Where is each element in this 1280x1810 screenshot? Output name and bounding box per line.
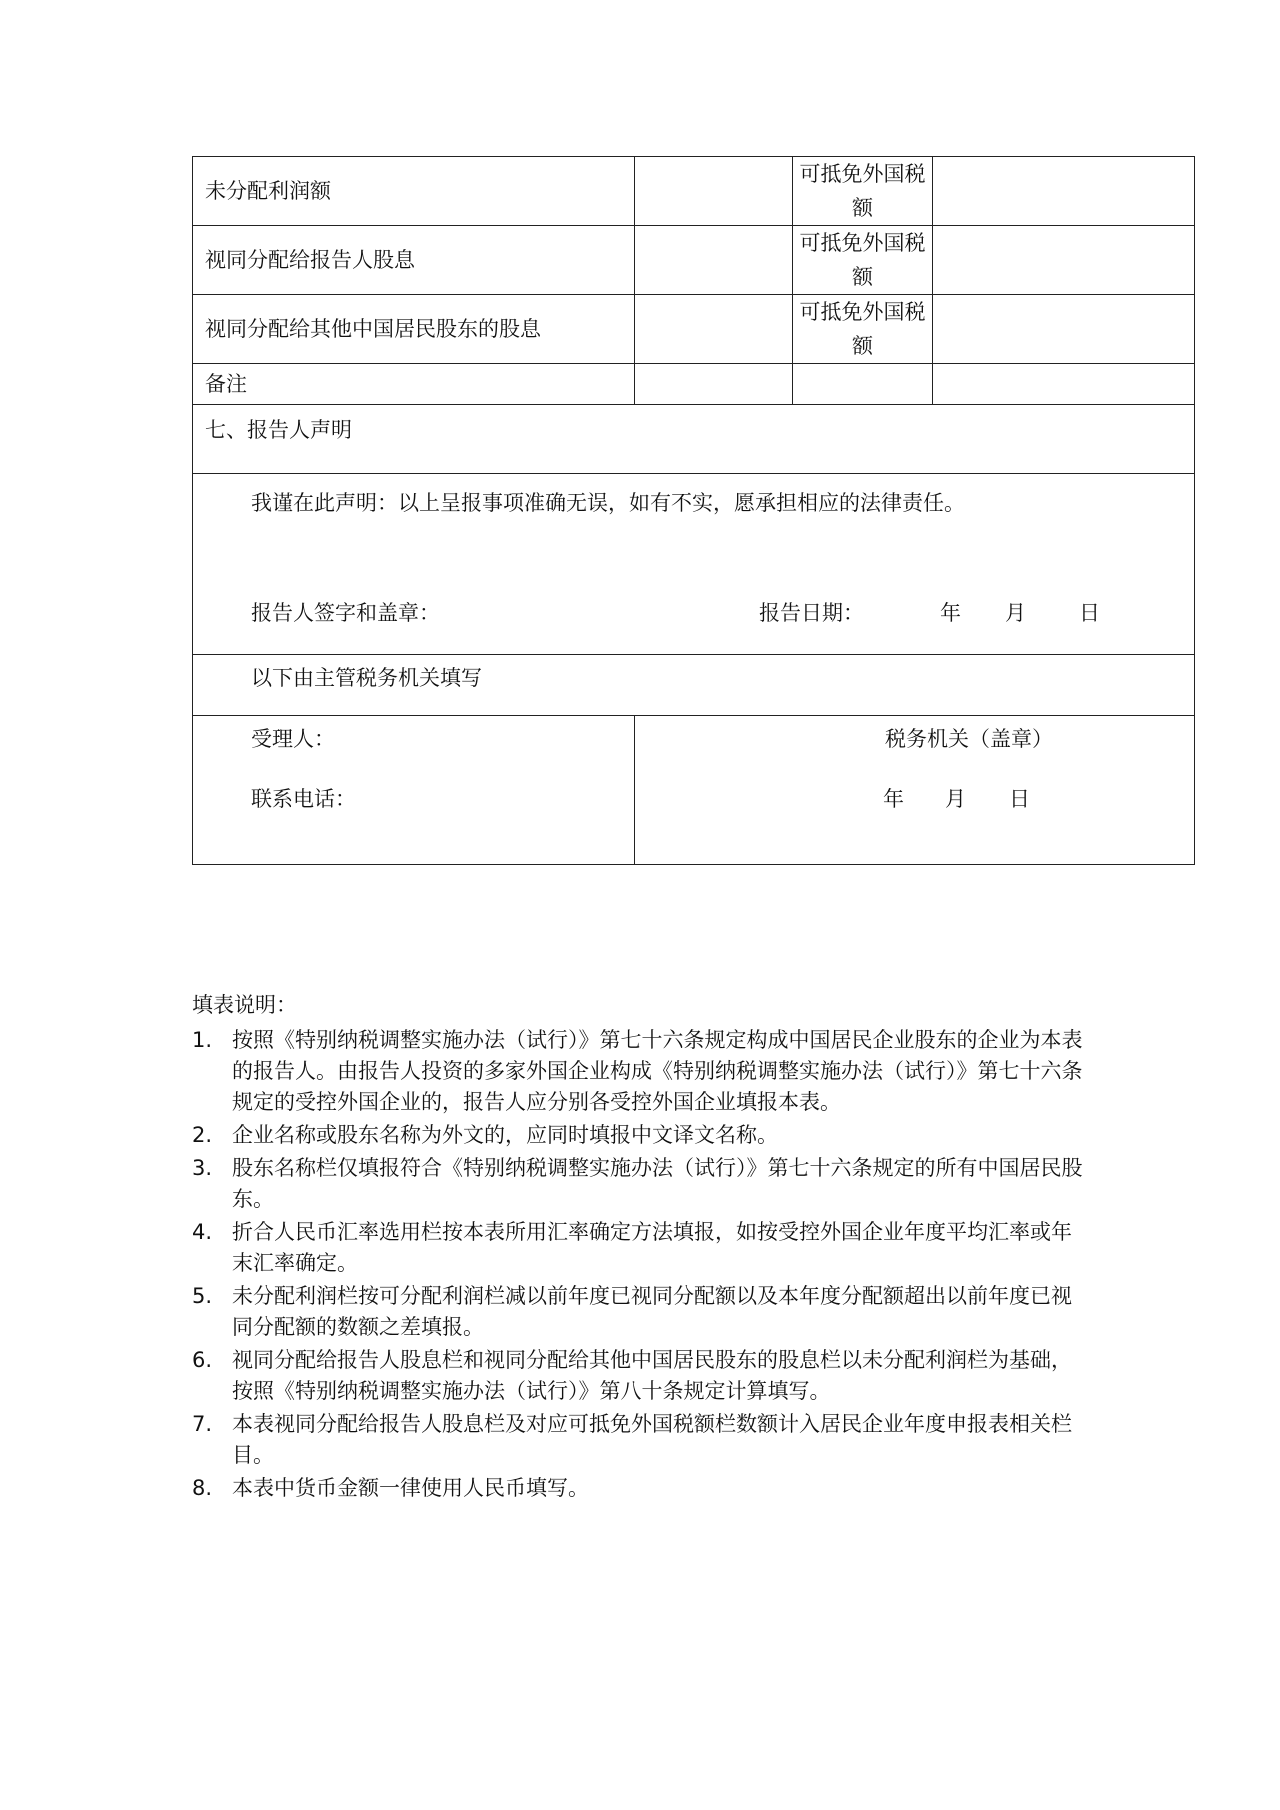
item-number: 4. [192, 1220, 213, 1244]
row-label: 视同分配给报告人股息 [193, 226, 635, 295]
signature-label: 报告人签字和盖章： [251, 601, 440, 625]
row-label: 视同分配给其他中国居民股东的股息 [193, 295, 635, 364]
year-label: 年 [883, 787, 904, 811]
declaration-row [193, 474, 1195, 655]
credit-value-cell[interactable] [933, 226, 1195, 295]
credit-value-cell[interactable] [933, 157, 1195, 226]
item-number: 6. [192, 1348, 213, 1372]
item-number: 8. [192, 1476, 213, 1500]
declaration-cell [193, 474, 1195, 655]
section-title-row [193, 405, 1195, 474]
report-date-label: 报告日期： [759, 601, 864, 625]
section7-title: 七、报告人声明 [193, 405, 1195, 474]
phone-label: 联系电话： [251, 787, 356, 811]
remarks-cell[interactable] [933, 364, 1195, 405]
authority-row [193, 716, 1195, 865]
remarks-cell[interactable] [793, 364, 933, 405]
list-item [192, 1153, 1092, 1215]
credit-value-cell[interactable] [933, 295, 1195, 364]
receiver-cell [193, 716, 635, 865]
remarks-label: 备注 [193, 364, 635, 405]
item-text: 未分配利润栏按可分配利润栏减以前年度已视同分配额以及本年度分配额超出以前年度已视同分配额的数额之差填报。 [232, 1284, 1072, 1339]
item-number: 1. [192, 1028, 213, 1052]
day-label: 日 [1079, 601, 1100, 625]
cfc-report-table [192, 156, 1195, 865]
item-text: 折合人民币汇率选用栏按本表所用汇率确定方法填报，如按受控外国企业年度平均汇率或年末汇率确定。 [232, 1220, 1072, 1275]
authority-header-cell [193, 655, 1195, 716]
item-number: 5. [192, 1284, 213, 1308]
seal-label: 税务机关（盖章） [885, 727, 1053, 751]
table-row [193, 226, 1195, 295]
item-number: 7. [192, 1412, 213, 1436]
list-item [192, 1345, 1092, 1407]
value-cell[interactable] [635, 295, 793, 364]
year-label: 年 [940, 601, 961, 625]
remarks-cell[interactable] [635, 364, 793, 405]
month-label: 月 [1005, 601, 1026, 625]
declaration-text: 我谨在此声明：以上呈报事项准确无误，如有不实，愿承担相应的法律责任。 [251, 491, 965, 515]
value-cell[interactable] [635, 157, 793, 226]
seal-cell [635, 716, 1195, 865]
row-label: 未分配利润额 [193, 157, 635, 226]
table-row [193, 295, 1195, 364]
item-number: 2. [192, 1123, 213, 1147]
day-label: 日 [1009, 787, 1030, 811]
list-item [192, 1409, 1092, 1471]
list-item [192, 1025, 1092, 1118]
item-text: 本表中货币金额一律使用人民币填写。 [232, 1476, 589, 1500]
credit-label: 可抵免外国税额 [793, 226, 933, 295]
table-row [193, 157, 1195, 226]
filling-instructions [192, 990, 1092, 1506]
credit-label: 可抵免外国税额 [793, 157, 933, 226]
list-item [192, 1473, 1092, 1504]
instructions-title: 填表说明： [192, 993, 297, 1017]
list-item [192, 1281, 1092, 1343]
item-text: 企业名称或股东名称为外文的，应同时填报中文译文名称。 [232, 1123, 778, 1147]
authority-header-row [193, 655, 1195, 716]
value-cell[interactable] [635, 226, 793, 295]
item-text: 视同分配给报告人股息栏和视同分配给其他中国居民股东的股息栏以未分配利润栏为基础，按照《特别纳税调整实施办法（试行）》第八十条规定计算填写。 [232, 1348, 1072, 1403]
remarks-row [193, 364, 1195, 405]
list-item [192, 1217, 1092, 1279]
credit-label: 可抵免外国税额 [793, 295, 933, 364]
list-item [192, 1120, 1092, 1151]
item-text: 本表视同分配给报告人股息栏及对应可抵免外国税额栏数额计入居民企业年度申报表相关栏目。 [232, 1412, 1072, 1467]
authority-header: 以下由主管税务机关填写 [251, 666, 482, 690]
month-label: 月 [945, 787, 966, 811]
item-text: 按照《特别纳税调整实施办法（试行）》第七十六条规定构成中国居民企业股东的企业为本表的报告人。由报告人投资的多家外国企业构成《特别纳税调整实施办法（试行）》第七十六条规定的受控外国企业的，报告人应分别各受控外国企业填报本表。 [232, 1028, 1083, 1114]
receiver-label: 受理人： [251, 727, 335, 751]
item-number: 3. [192, 1156, 213, 1180]
item-text: 股东名称栏仅填报符合《特别纳税调整实施办法（试行）》第七十六条规定的所有中国居民股东。 [232, 1156, 1083, 1211]
